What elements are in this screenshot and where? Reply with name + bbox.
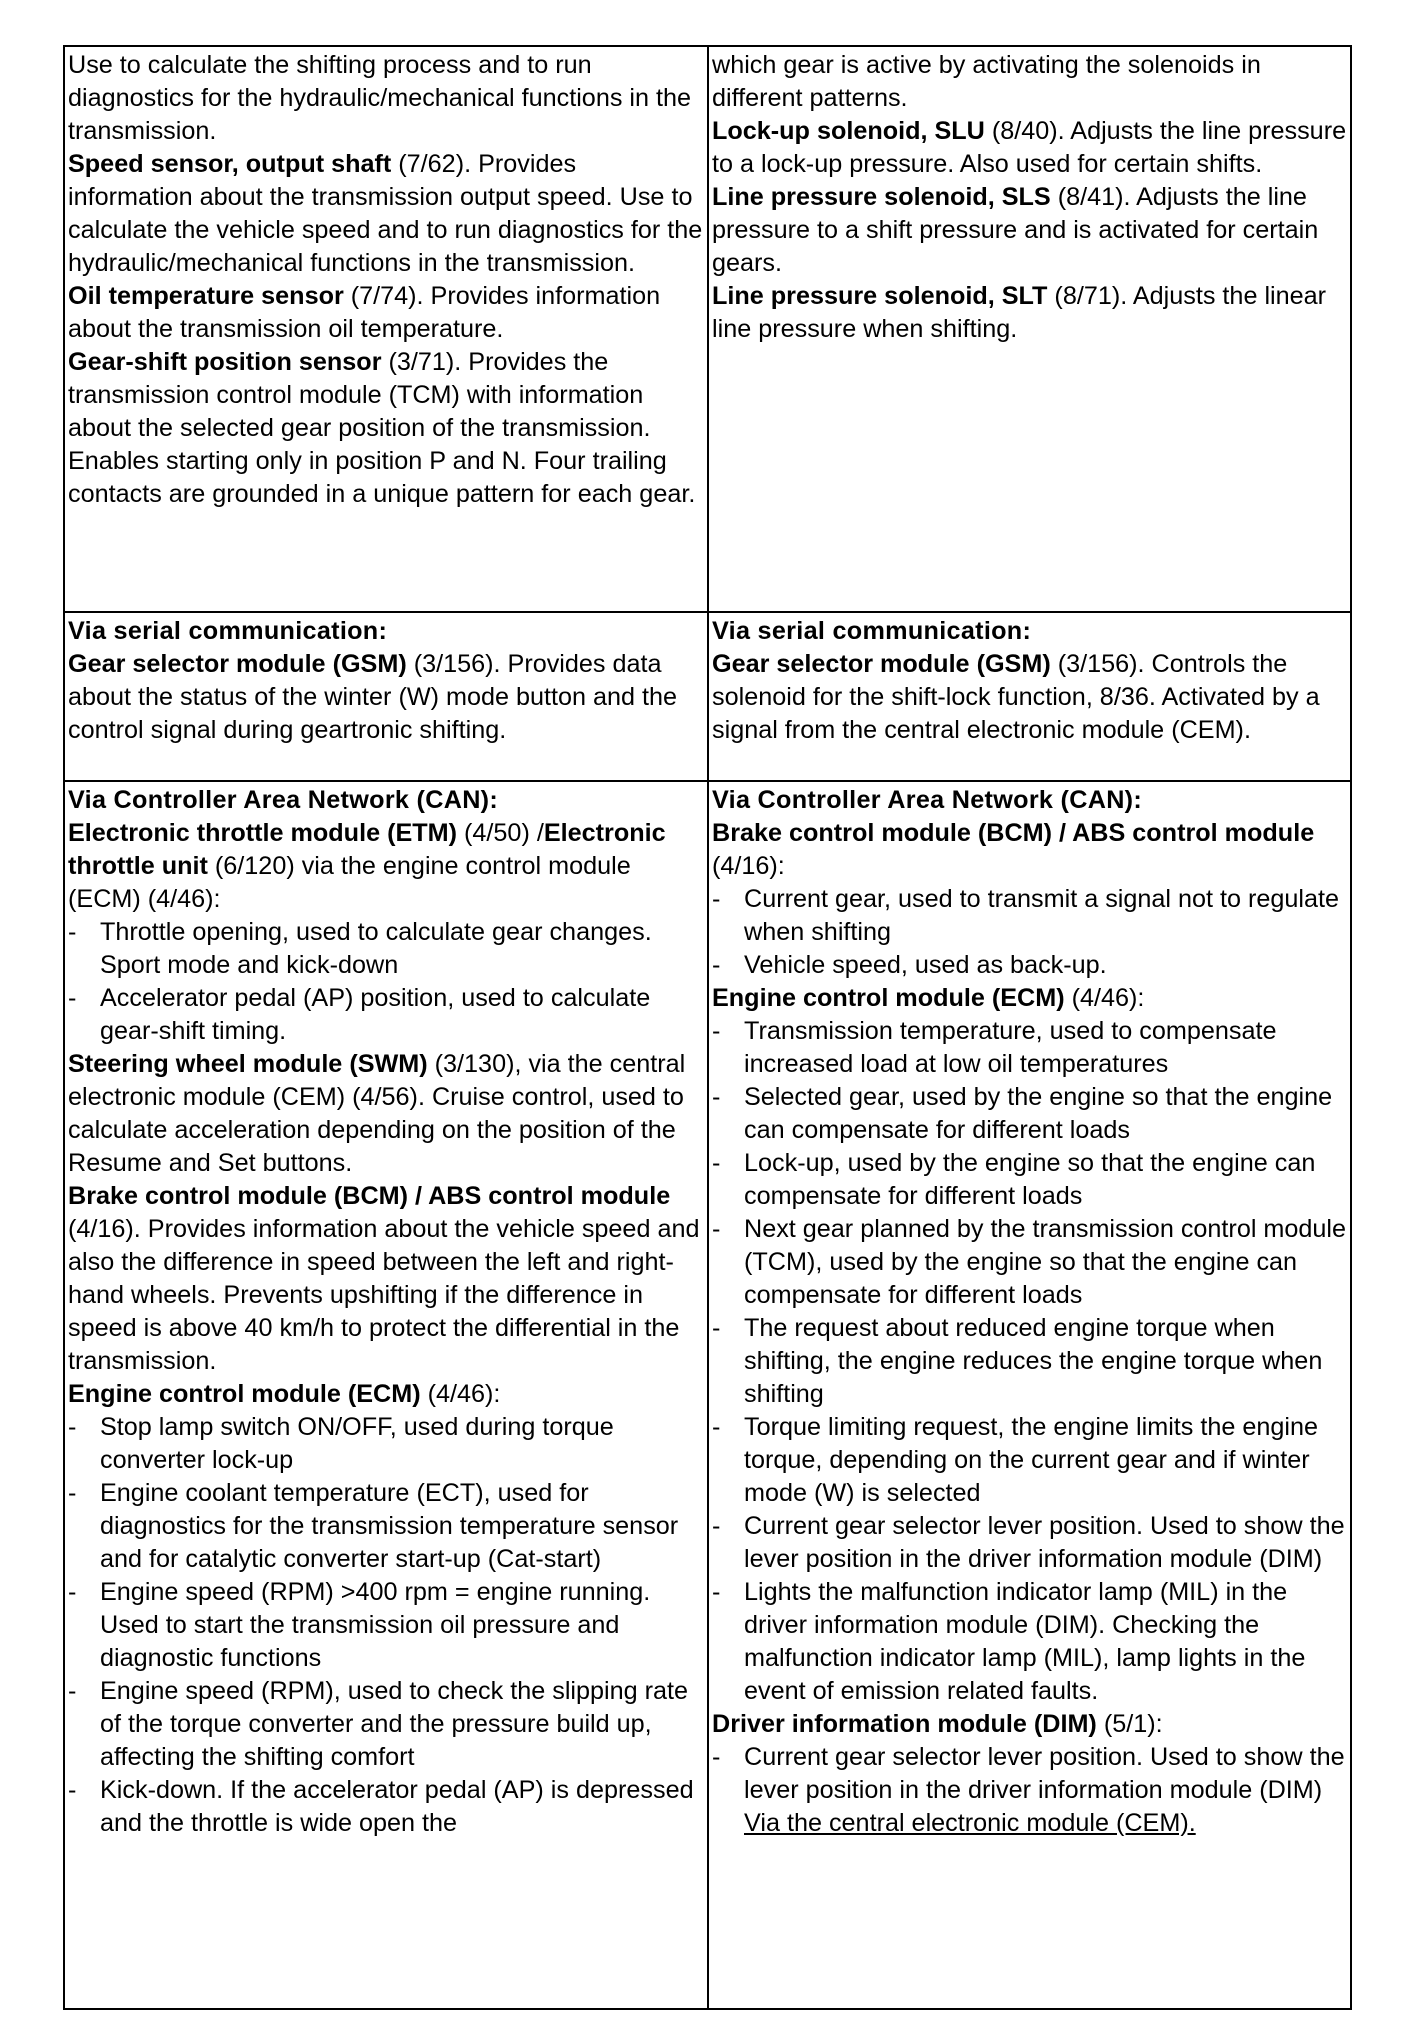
paragraph: [68, 1180, 705, 1378]
bullet-list: [68, 1411, 705, 1840]
paragraph-text: (7/74). Provides information about the transmission oil temperature.: [68, 282, 661, 343]
table-cell: [708, 781, 1351, 2009]
info-table: [63, 45, 1352, 2010]
bullet-list: [712, 1741, 1348, 1840]
table-cell: [64, 781, 708, 2009]
section-heading: Via serial communication:: [68, 617, 388, 645]
paragraph: [712, 817, 1348, 883]
paragraph-text: (7/62). Provides information about the transmission output speed. Use to calculate the vehicle speed and to run diagnostics for the hydraulic/mechanical functions in the transmission.: [68, 150, 703, 277]
section-heading: Via serial communication:: [712, 617, 1032, 645]
table-cell: [708, 612, 1351, 781]
paragraph: [712, 181, 1348, 280]
paragraph: [712, 1708, 1348, 1741]
paragraph: [68, 1048, 705, 1180]
paragraph-text: (3/71). Provides the transmission control module (TCM) with information about the selected gear position of the transmission. Enables starting only in position P and N. Four trailing contacts are grounded in a unique pattern for each gear.: [68, 348, 696, 508]
list-item: - Stop lamp switch ON/OFF, used during torque converter lock-up: [68, 1411, 705, 1477]
list-item: - Torque limiting request, the engine limits the engine torque, depending on the current gear and if winter mode (W) is selected: [712, 1411, 1348, 1510]
list-item: - Current gear selector lever position. Used to show the lever position in the driver information module (DIM): [712, 1510, 1348, 1576]
paragraph-text: Use to calculate the shifting process and to run diagnostics for the hydraulic/mechanical functions in the transmission.: [68, 51, 692, 145]
paragraph: [68, 280, 705, 346]
list-item-text: - Current gear selector lever position. Used to show the lever position in the driver information module (DIM): [744, 1743, 1345, 1804]
component-name: Gear-shift position sensor: [68, 348, 382, 376]
bullet-list: [712, 1015, 1348, 1708]
paragraph-text: (8/41). Adjusts the line pressure to a shift pressure and is activated for certain gears.: [712, 183, 1319, 277]
paragraph: [712, 982, 1348, 1015]
component-name: Electronic throttle module (ETM): [68, 819, 458, 847]
paragraph: [712, 648, 1348, 747]
paragraph-text: (8/71). Adjusts the linear line pressure when shifting.: [712, 282, 1327, 343]
paragraph-text: (5/1):: [1096, 1710, 1163, 1738]
component-name: Speed sensor, output shaft: [68, 150, 392, 178]
paragraph: [68, 817, 705, 916]
list-item: - Throttle opening, used to calculate gear changes. Sport mode and kick-down: [68, 916, 705, 982]
paragraph: [68, 1378, 705, 1411]
list-item-continuation: Via the central electronic module (CEM).: [744, 1809, 1196, 1837]
section-heading: Via Controller Area Network (CAN):: [712, 786, 1143, 814]
component-name: Line pressure solenoid, SLS: [712, 183, 1051, 211]
bullet-list: [712, 883, 1348, 982]
component-name: Gear selector module (GSM): [712, 650, 1051, 678]
paragraph-text: (4/50) /: [457, 819, 544, 847]
table-cell: [64, 46, 708, 612]
paragraph-text: (4/16):: [712, 852, 785, 880]
paragraph-text: (6/120) via the engine control module (ECM) (4/46):: [68, 852, 631, 913]
component-name: Steering wheel module (SWM): [68, 1050, 428, 1078]
paragraph-text: (4/46):: [1064, 984, 1145, 1012]
list-item: - Engine speed (RPM), used to check the slipping rate of the torque converter and the pressure build up, affecting the shifting comfort: [68, 1675, 705, 1774]
table-row: [64, 612, 1351, 781]
list-item: - Accelerator pedal (AP) position, used to calculate gear-shift timing.: [68, 982, 705, 1048]
table-row: [64, 781, 1351, 2009]
component-name: Oil temperature sensor: [68, 282, 344, 310]
list-item: - Lock-up, used by the engine so that the engine can compensate for different loads: [712, 1147, 1348, 1213]
list-item: - Current gear, used to transmit a signal not to regulate when shifting: [712, 883, 1348, 949]
paragraph-text: (4/46):: [420, 1380, 501, 1408]
list-item: - Next gear planned by the transmission control module (TCM), used by the engine so that the engine can compensate for different loads: [712, 1213, 1348, 1312]
list-item: [712, 1741, 1348, 1840]
paragraph: [712, 49, 1348, 115]
bullet-list: [68, 916, 705, 1048]
list-item: - The request about reduced engine torque when shifting, the engine reduces the engine torque when shifting: [712, 1312, 1348, 1411]
paragraph-text: (3/156). Provides data about the status of the winter (W) mode button and the control signal during geartronic shifting.: [68, 650, 678, 744]
component-name: Engine control module (ECM): [68, 1380, 421, 1408]
list-item: - Selected gear, used by the engine so that the engine can compensate for different loads: [712, 1081, 1348, 1147]
list-item: - Lights the malfunction indicator lamp (MIL) in the driver information module (DIM). Checking the malfunction indicator lamp (MIL), lamp lights in the event of emission related faults.: [712, 1576, 1348, 1708]
table-cell: [708, 46, 1351, 612]
list-item: - Engine coolant temperature (ECT), used for diagnostics for the transmission temperature sensor and for catalytic converter start-up (Cat-start): [68, 1477, 705, 1576]
component-name: Gear selector module (GSM): [68, 650, 407, 678]
document-page: [63, 45, 1347, 2012]
list-item: - Kick-down. If the accelerator pedal (AP) is depressed and the throttle is wide open the: [68, 1774, 705, 1840]
paragraph: [712, 280, 1348, 346]
component-name: Driver information module (DIM): [712, 1710, 1097, 1738]
section-heading: Via Controller Area Network (CAN):: [68, 786, 499, 814]
list-item: - Engine speed (RPM) >400 rpm = engine running. Used to start the transmission oil pressure and diagnostic functions: [68, 1576, 705, 1675]
list-item: - Vehicle speed, used as back-up.: [712, 949, 1348, 982]
component-name: Brake control module (BCM) / ABS control module: [68, 1182, 671, 1210]
component-name: Engine control module (ECM): [712, 984, 1065, 1012]
table-row: [64, 46, 1351, 612]
table-cell: [64, 612, 708, 781]
component-name: Lock-up solenoid, SLU: [712, 117, 985, 145]
paragraph-text: (3/130), via the central electronic module (CEM) (4/56). Cruise control, used to calculate acceleration depending on the position of the Resume and Set buttons.: [68, 1050, 686, 1177]
paragraph: [68, 148, 705, 280]
paragraph-text: which gear is active by activating the solenoids in different patterns.: [712, 51, 1261, 112]
paragraph: [712, 115, 1348, 181]
component-name: Electronic throttle unit: [68, 819, 666, 880]
paragraph-text: (4/16). Provides information about the vehicle speed and also the difference in speed between the left and right-hand wheels. Prevents upshifting if the difference in speed is above 40 km/h to protect the differential in the transmission.: [68, 1215, 700, 1375]
list-item: - Transmission temperature, used to compensate increased load at low oil temperatures: [712, 1015, 1348, 1081]
paragraph: [68, 346, 705, 511]
component-name: Brake control module (BCM) / ABS control module: [712, 819, 1315, 847]
paragraph: [68, 49, 705, 148]
paragraph-text: (3/156). Controls the solenoid for the shift-lock function, 8/36. Activated by a signal from the central electronic module (CEM).: [712, 650, 1320, 744]
paragraph-text: (8/40). Adjusts the line pressure to a lock-up pressure. Also used for certain shifts.: [712, 117, 1347, 178]
paragraph: [68, 648, 705, 747]
component-name: Line pressure solenoid, SLT: [712, 282, 1048, 310]
